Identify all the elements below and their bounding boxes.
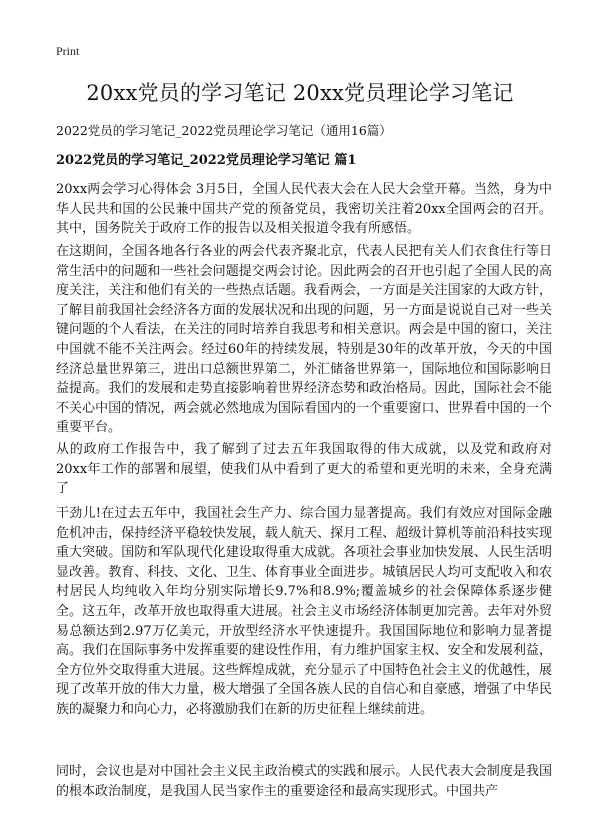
document-title: 20xx党员的学习笔记 20xx党员理论学习笔记 bbox=[86, 81, 514, 105]
paragraph-2: 在这期间，全国各地各行各业的两会代表齐聚北京，代表人民把有关人们衣食住行等日常生活中的问题和一些社会问题提交两会讨论。因此两会的召开也引起了全国人民的高度关注，关注和他们有关的一些热点话题。我看两会，一方面是关注国家的大政方针，了解目前我国社会经济各方面的发展状况和出现的问题，另一方面是说说自己对一些关键问题的个人看法，在关注的同时培养自我思考和相关意识。两会是中国的窗口，关注中国就不能不关注两会。经过60年的持续发展，特别是30年的改革开放，今天的中国经济总量世界第三，进出口总额世界第二，外汇储备世界第一，国际地位和国际影响日益提高。我们的发展和走势直接影响着世界经济态势和政治格局。因此，国际社会不能不关心中国的情况，两会就必然地成为国际看国内的一个重要窗口、世界看中国的一个重要平台。 bbox=[56, 244, 552, 436]
print-link[interactable]: Print bbox=[56, 44, 80, 58]
paragraph-5: 同时，会议也是对中国社会主义民主政治模式的实践和展示。人民代表大会制度是我国的根本政治制度，是我国人民当家作主的重要途径和最高实现形式。中国共产 bbox=[56, 764, 552, 799]
paragraph-3: 从的政府工作报告中，我了解到了过去五年我国取得的伟大成就，以及党和政府对20xx年工作的部署和展望，使我们从中看到了更大的希望和更光明的未来，全身充满了 bbox=[56, 442, 552, 497]
document-subtitle: 2022党员的学习笔记_2022党员理论学习笔记（通用16篇） bbox=[56, 123, 392, 138]
paragraph-1: 20xx两会学习心得体会 3月5日，全国人民代表大会在人民大会堂开幕。当然，身为中华人民共和国的公民兼中国共产党的预备党员，我密切关注着20xx全国两会的召开。其中，国务院关于政府工作的报告以及相关报道令我有所感悟。 bbox=[56, 182, 552, 237]
section-heading: 2022党员的学习笔记_2022党员理论学习笔记 篇1 bbox=[56, 153, 357, 168]
paragraph-4: 干劲儿!在过去五年中，我国社会生产力、综合国力显著提高。我们有效应对国际金融危机冲击，保持经济平稳较快发展，载人航天、探月工程、超级计算机等前沿科技实现重大突破。国防和军队现代化建设取得重大成就。各项社会事业加快发展、人民生活明显改善。教育、科技、文化、卫生、体育事业全面进步。城镇居民人均可支配收入和农村居民人均纯收入年均分别实际增长9.7%和8.9%;覆盖城乡的社会保障体系逐步健全。这五年，改革开放也取得重大进展。社会主义市场经济体制更加完善。去年对外贸易总额达到2.97万亿美元，开放型经济水平快速提升。我国国际地位和影响力显著提高。我们在国际事务中发挥重要的建设性作用，有力维护国家主权、安全和发展利益，全方位外交取得重大进展。这些辉煌成就，充分显示了中国特色社会主义的优越性，展现了改革开放的伟大力量，极大增强了全国各族人民的自信心和自豪感，增强了中华民族的凝聚力和向心力，必将激励我们在新的历史征程上继续前进。 bbox=[56, 506, 552, 717]
